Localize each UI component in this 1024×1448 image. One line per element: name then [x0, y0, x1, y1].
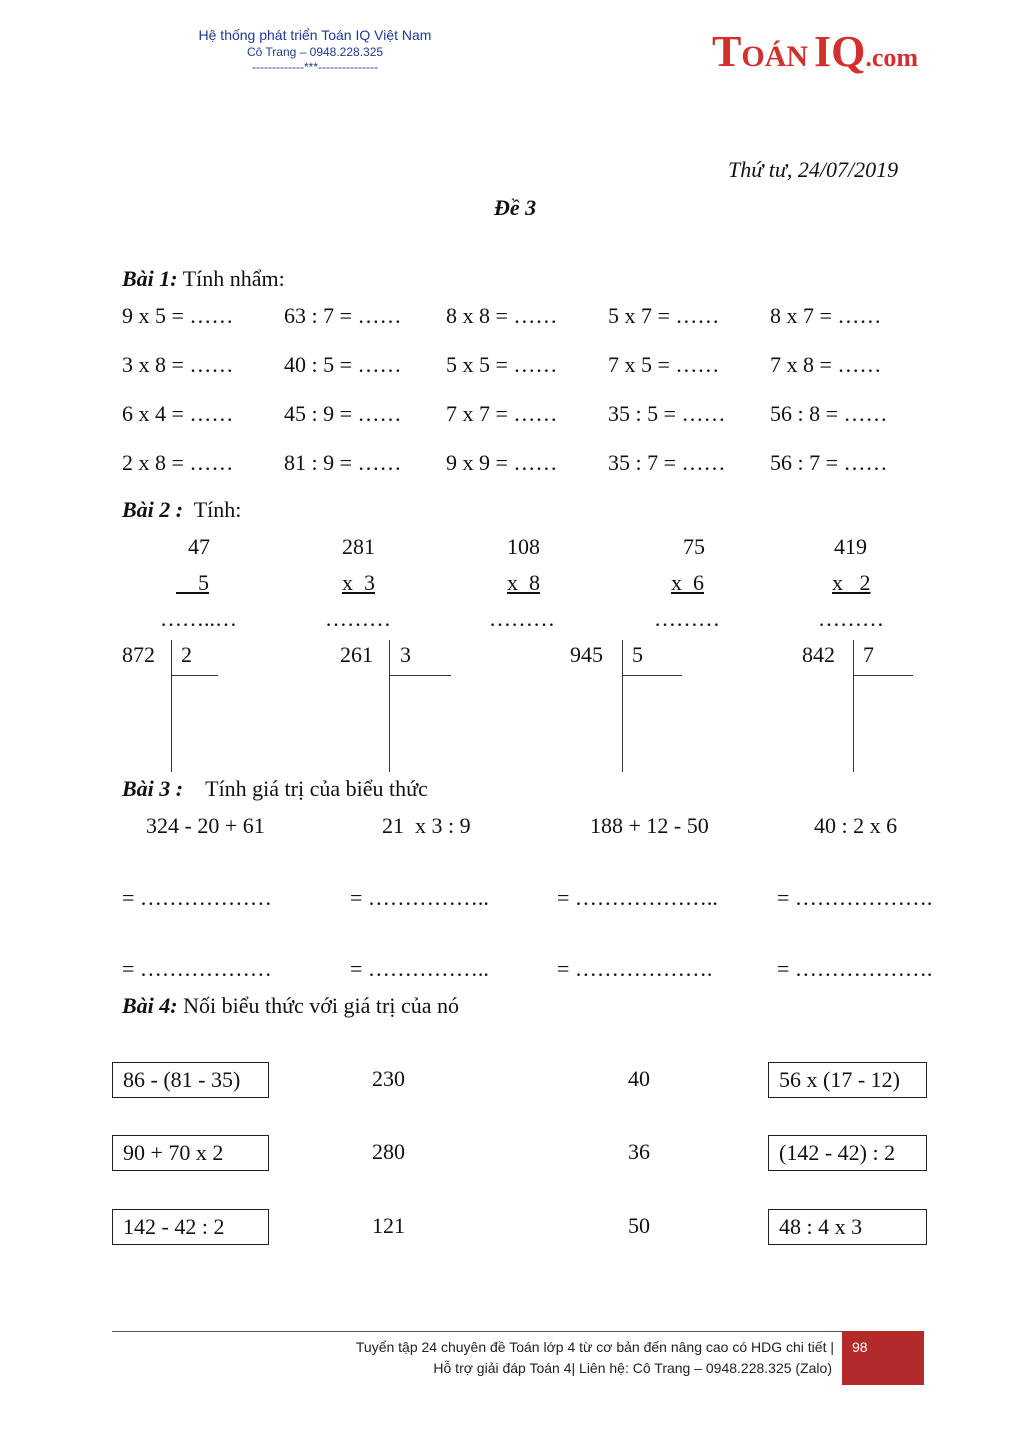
bai4-right-box-3: 48 : 4 x 3 — [768, 1209, 927, 1245]
bai1-item: 9 x 5 = …… — [122, 303, 234, 328]
bai3-expr-2: 21 x 3 : 9 — [382, 813, 471, 838]
bai1-item: 7 x 7 = …… — [446, 401, 558, 426]
div-divisor-4: 7 — [863, 642, 874, 667]
bai1-item: 8 x 7 = …… — [770, 303, 882, 328]
mult-bottom-2: x 3 — [342, 570, 375, 595]
bai4-left-box-2: 90 + 70 x 2 — [112, 1135, 269, 1171]
bai1-item: 7 x 5 = …… — [608, 352, 720, 377]
bai3-line2-2: = …………….. — [350, 956, 489, 981]
mult-top-4: 75 — [683, 534, 705, 559]
bai1-item: 9 x 9 = …… — [446, 450, 558, 475]
mult-top-5: 419 — [834, 534, 867, 559]
bai1-item: 45 : 9 = …… — [284, 401, 402, 426]
bai1-item: 40 : 5 = …… — [284, 352, 402, 377]
div-dividend-4: 842 — [802, 642, 835, 667]
bai1-item: 6 x 4 = …… — [122, 401, 234, 426]
mult-bottom-1: 5 — [198, 570, 209, 595]
mult-dots-2: ……… — [325, 606, 391, 631]
div-bar-4 — [853, 640, 854, 772]
bai3-line2-1: = ……………… — [122, 956, 272, 981]
bai3-line1-1: = ……………… — [122, 885, 272, 910]
bai1-item: 35 : 5 = …… — [608, 401, 726, 426]
bai3-expr-3: 188 + 12 - 50 — [590, 813, 709, 838]
mult-bottom-4: x 6 — [671, 570, 704, 595]
bai3-expr-4: 40 : 2 x 6 — [814, 813, 898, 838]
bai4-heading: Bài 4: Nối biểu thức với giá trị của nó — [122, 993, 460, 1018]
div-divisor-2: 3 — [400, 642, 411, 667]
header-separator: -------------***--------------- — [252, 60, 378, 74]
bai4-value-b3: 50 — [628, 1213, 650, 1238]
page-number: 98 — [842, 1331, 924, 1385]
div-dividend-1: 872 — [122, 642, 155, 667]
bai1-heading: Bài 1: Tính nhẩm: — [122, 266, 285, 291]
div-divisor-1: 2 — [181, 642, 192, 667]
bai4-left-box-3: 142 - 42 : 2 — [112, 1209, 269, 1245]
mult-bottom-5: x 2 — [832, 570, 871, 595]
mult-dots-5: ……… — [818, 606, 884, 631]
mult-dots-3: ……… — [489, 606, 555, 631]
bai1-item: 81 : 9 = …… — [284, 450, 402, 475]
bai1-item: 35 : 7 = …… — [608, 450, 726, 475]
div-bar-1 — [171, 640, 172, 772]
div-underline-3 — [622, 675, 682, 676]
footer-line1: Tuyển tập 24 chuyên đề Toán lớp 4 từ cơ bản đến nâng cao có HDG chi tiết | — [355, 1339, 834, 1355]
bai3-line1-3: = ……………….. — [557, 885, 718, 910]
mult-top-2: 281 — [342, 534, 375, 559]
div-underline-2 — [389, 675, 451, 676]
bai3-line2-4: = ………………. — [777, 956, 933, 981]
mult-dots-1: ……..… — [160, 606, 237, 631]
bai1-item: 5 x 7 = …… — [608, 303, 720, 328]
div-underline-4 — [853, 675, 913, 676]
bai4-value-a3: 121 — [372, 1213, 405, 1238]
header-title: Hệ thống phát triển Toán IQ Việt Nam — [198, 27, 432, 43]
bai1-item: 63 : 7 = …… — [284, 303, 402, 328]
bai1-item: 3 x 8 = …… — [122, 352, 234, 377]
div-divisor-3: 5 — [632, 642, 643, 667]
bai2-heading: Bài 2 : Tính: — [122, 497, 242, 522]
header-contact: Cô Trang – 0948.228.325 — [246, 45, 384, 59]
div-dividend-3: 945 — [570, 642, 603, 667]
mult-top-3: 108 — [507, 534, 540, 559]
bai3-line2-3: = ………………. — [557, 956, 713, 981]
bai1-item: 56 : 7 = …… — [770, 450, 888, 475]
mult-dots-4: ……… — [654, 606, 720, 631]
bai4-right-box-2: (142 - 42) : 2 — [768, 1135, 927, 1171]
div-underline-1 — [171, 675, 218, 676]
bai3-line1-4: = ………………. — [777, 885, 933, 910]
toaniq-logo: TOÁN IQ.com — [712, 27, 919, 76]
bai3-line1-2: = …………….. — [350, 885, 489, 910]
bai1-item: 56 : 8 = …… — [770, 401, 888, 426]
bai4-left-box-1: 86 - (81 - 35) — [112, 1062, 269, 1098]
bai4-value-b1: 40 — [628, 1066, 650, 1091]
exam-title: Đề 3 — [494, 195, 537, 220]
mult-bottom-3: x 8 — [507, 570, 540, 595]
footer-rule — [112, 1331, 842, 1332]
bai1-item: 2 x 8 = …… — [122, 450, 234, 475]
bai1-item: 7 x 8 = …… — [770, 352, 882, 377]
footer-line2: Hỗ trợ giải đáp Toán 4| Liên hệ: Cô Trang – 0948.228.325 (Zalo) — [433, 1360, 832, 1376]
div-bar-2 — [389, 640, 390, 772]
bai1-item: 8 x 8 = …… — [446, 303, 558, 328]
div-dividend-2: 261 — [340, 642, 373, 667]
bai4-value-b2: 36 — [628, 1139, 650, 1164]
bai4-right-box-1: 56 x (17 - 12) — [768, 1062, 927, 1098]
bai3-heading: Bài 3 : Tính giá trị của biểu thức — [122, 776, 428, 801]
bai4-value-a2: 280 — [372, 1139, 405, 1164]
mult-top-1: 47 — [188, 534, 210, 559]
date: Thứ tư, 24/07/2019 — [728, 157, 899, 182]
div-bar-3 — [622, 640, 623, 772]
bai3-expr-1: 324 - 20 + 61 — [146, 813, 265, 838]
bai1-item: 5 x 5 = …… — [446, 352, 558, 377]
bai4-value-a1: 230 — [372, 1066, 405, 1091]
